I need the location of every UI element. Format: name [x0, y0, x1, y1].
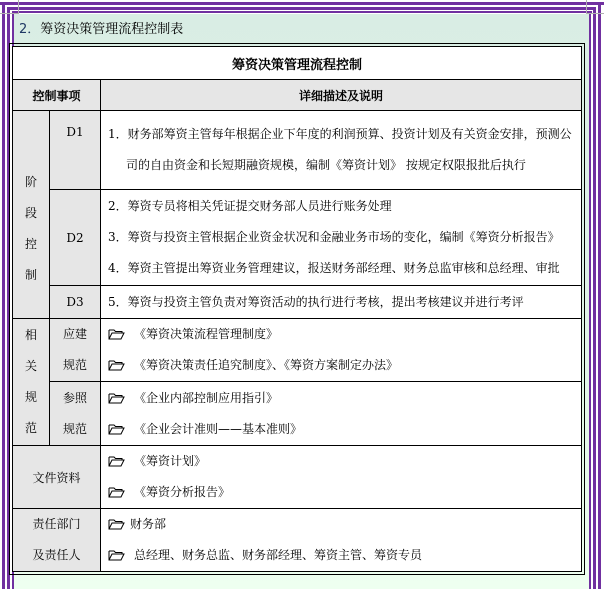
- stage-control-label: [13, 111, 50, 319]
- table-row-documents: [13, 446, 582, 509]
- stage-control-char: 段: [24, 205, 37, 220]
- stage-control-char: 阶: [24, 174, 37, 189]
- list-item: 《企业会计准则——基本准则》: [108, 414, 577, 445]
- norms-establish-items: [101, 319, 582, 382]
- stage-control-char: 控: [24, 236, 37, 251]
- table-row-d1: [13, 111, 582, 190]
- related-norms-label: [13, 319, 50, 446]
- table-title-row: [13, 47, 582, 80]
- stage-code-text: D2: [66, 230, 84, 245]
- table-row-norms-establish: [13, 319, 582, 382]
- stage-code-d2: [50, 190, 101, 286]
- stage-code-d3: [50, 286, 101, 319]
- corner-guide-left: [0, 0, 19, 14]
- control-table: [12, 46, 582, 572]
- stage-code-d1: [50, 111, 101, 190]
- list-item: 财务部: [108, 509, 577, 540]
- table-row-norms-reference: [13, 382, 582, 446]
- table-row-responsibility: [13, 509, 582, 572]
- documents-label: 文件资料: [13, 446, 101, 509]
- table-row-d2: [13, 190, 582, 286]
- norms-establish-label: 应建 规范: [50, 319, 101, 382]
- folder-open-icon: [108, 360, 125, 371]
- documents-items: [101, 446, 582, 509]
- section-title: [19, 20, 183, 40]
- norms-reference-label: 参照 规范: [50, 382, 101, 446]
- list-item: 《企业内部控制应用指引》: [108, 383, 577, 414]
- list-item: 《筹资分析报告》: [108, 477, 577, 508]
- frame-stripe-top-3: [12, 11, 592, 13]
- related-norms-char: 关: [24, 359, 37, 373]
- frame-stripe-right-1: [598, 2, 601, 589]
- norms-reference-items: [101, 382, 582, 446]
- table-header-row: [13, 80, 582, 111]
- frame-stripe-top-1: [0, 2, 604, 5]
- stage-desc-d2: [101, 190, 582, 286]
- related-norms-char: 规: [24, 390, 37, 404]
- folder-open-icon: [108, 519, 125, 530]
- responsibility-label: 责任部门 及责任人: [13, 509, 101, 572]
- folder-open-icon: [108, 487, 125, 498]
- desc-line: 司的自由资金和长短期融资规模，编制《筹资计划》 按规定权限报批后执行: [126, 158, 526, 172]
- section-title-text: 筹资决策管理流程控制表: [40, 22, 184, 37]
- stage-control-char: 制: [24, 267, 37, 282]
- list-item: 总经理、财务总监、财务部经理、筹资主管、筹资专员: [108, 540, 577, 571]
- stage-desc-d3: [101, 286, 582, 319]
- responsibility-items: [101, 509, 582, 572]
- list-item: 《筹资决策流程管理制度》: [108, 319, 577, 350]
- folder-open-icon: [108, 329, 125, 340]
- desc-line: 4．筹资主管提出筹资业务管理建议，报送财务部经理、财务总监审核和总经理、审批: [108, 261, 560, 275]
- list-item: 《筹资计划》: [108, 446, 577, 477]
- related-norms-char: 相: [24, 328, 37, 342]
- folder-open-icon: [108, 456, 125, 467]
- stage-code-text: D3: [66, 295, 84, 309]
- folder-open-icon: [108, 393, 125, 404]
- desc-line: 2．筹资专员将相关凭证提交财务部人员进行账务处理: [108, 199, 392, 213]
- folder-open-icon: [108, 550, 125, 561]
- frame-stripe-left-1: [2, 2, 5, 589]
- header-description: 详细描述及说明: [101, 80, 582, 111]
- desc-line: 3．筹资与投资主管根据企业资金状况和金融业务市场的变化，编制《筹资分析报告》: [108, 230, 560, 244]
- related-norms-char: 范: [24, 421, 37, 435]
- table-row-d3: [13, 286, 582, 319]
- list-item: 《筹资决策责任追究制度》、《筹资方案制定办法》: [108, 350, 577, 381]
- folder-open-icon: [108, 424, 125, 435]
- frame-stripe-right-2: [593, 7, 596, 589]
- table-title: 筹资决策管理流程控制: [13, 47, 582, 80]
- desc-line: 5．筹资与投资主管负责对筹资活动的执行进行考核，提出考核建议并进行考评: [108, 294, 524, 309]
- stage-code-text: D1: [66, 125, 84, 139]
- header-control-item: 控制事项: [13, 80, 101, 111]
- frame-stripe-left-2: [7, 7, 10, 589]
- stage-desc-d1: [101, 111, 582, 190]
- frame-stripe-right-3: [589, 11, 591, 589]
- corner-guide-right: [586, 0, 604, 14]
- desc-line: 1．财务部筹资主管每年根据企业下年度的利润预算、投资计划及有关资金安排，预测公: [108, 127, 572, 141]
- frame-stripe-top-2: [7, 7, 596, 10]
- section-number: 2．: [19, 22, 41, 37]
